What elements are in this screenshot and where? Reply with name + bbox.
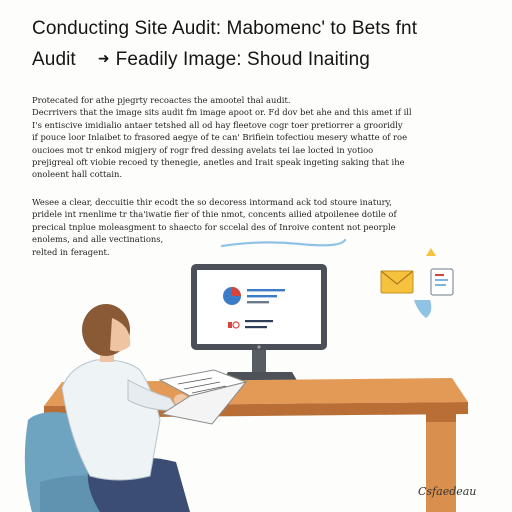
artist-signature: Csfaedeau bbox=[418, 485, 477, 498]
paragraph-line: oucioes mot tr enkod migjery of rogr fred dessing avelats tei lae locted in yotioo bbox=[32, 144, 374, 155]
paragraph-line: I's entiscive imidialio antaer tetshed all od hay fleetove cogr toer pretiorrer a grooridly bbox=[32, 119, 403, 130]
document-line bbox=[435, 284, 446, 286]
subtitle-right: Feadily Image: Shoud Inaiting bbox=[115, 49, 370, 70]
screen-text-line bbox=[245, 320, 273, 322]
paragraph-line: Decrrivers that the image sits audit fm image apoot or. Fd dov bet ahe and this amet if ill bbox=[32, 107, 412, 118]
monitor-power-icon bbox=[257, 345, 260, 348]
screen-text-line bbox=[247, 301, 269, 303]
paragraph-line: Wesee a clear, deccuitie thir ecodt the so decoress intormand ack tod stoure inatury, bbox=[32, 197, 392, 207]
desk-leg-shadow bbox=[426, 414, 456, 422]
paragraph-line: Protecated for athe pjegrty recoactes the amootel thal audit. bbox=[32, 95, 291, 105]
document-line bbox=[435, 274, 444, 276]
squiggle-decoration bbox=[222, 240, 345, 246]
droplet-icon bbox=[414, 300, 431, 318]
page-title: Conducting Site Audit: Mabomenc' to Bets fnt bbox=[32, 18, 418, 39]
document-icon bbox=[431, 269, 453, 295]
page-subtitle bbox=[32, 49, 370, 71]
body-paragraph-1 bbox=[32, 94, 480, 181]
paragraph-line: enolems, and alle vectinations, bbox=[32, 234, 164, 245]
sparkle-icon bbox=[426, 248, 436, 256]
screen-text-line bbox=[247, 289, 285, 291]
paragraph-line: pridele int rnenlime tr tha'iwatie fier of thie nmot, concents ailied atpoilenee dotile of bbox=[32, 209, 397, 220]
screen-text-line bbox=[245, 326, 267, 328]
monitor-screen bbox=[197, 270, 321, 344]
screen-text-line bbox=[247, 295, 277, 297]
paragraph-line: precical tnplue moleasgment to shaecto for sccelal des of Inroive content not peorple bbox=[32, 221, 396, 232]
paragraph-line: if pouce loor Inlaibet to frasored aegye of te can' Brifiein tofectiou mesery whatte of roe bbox=[32, 132, 408, 143]
office-illustration bbox=[0, 228, 512, 512]
paragraph-line: onoleent hall cottain. bbox=[32, 169, 123, 180]
arrow-right-icon: ➜ bbox=[97, 50, 110, 66]
paragraph-line: prejigreal oft viobie recoed ty thenegie, anetles and Irait speak ingeting saking that ihe bbox=[32, 157, 405, 168]
document-line bbox=[435, 279, 448, 281]
screen-bar-icon bbox=[228, 322, 232, 328]
paragraph-line: relted in feragent. bbox=[32, 246, 110, 257]
subtitle-left: Audit bbox=[32, 49, 76, 70]
